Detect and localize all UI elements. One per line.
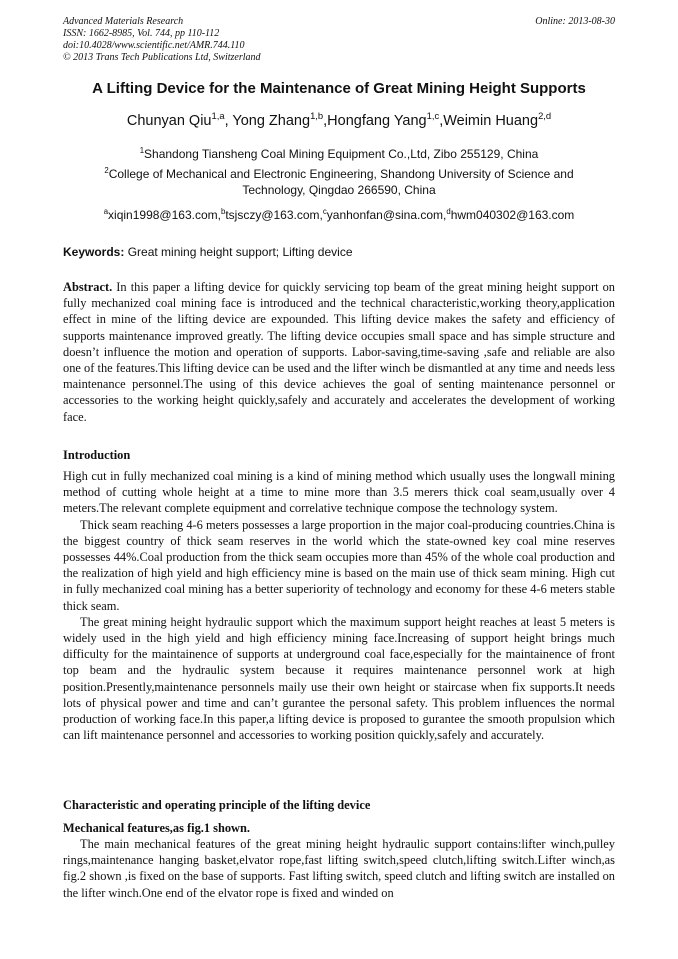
affiliation-text: College of Mechanical and Electronic Engineering, Shandong University of Science and (108, 167, 574, 181)
abstract (63, 279, 615, 425)
keywords-text: Great mining height support; Lifting device (127, 245, 353, 259)
email-superscript: b (220, 207, 226, 216)
abstract-text: In this paper a lifting device for quickly servicing top beam of the great mining height support on fully mechanized coal mining face is introduced and the technical characteristic,working theory,application effect in mine of the lifting device are expounded. This lifting device makes the safety and efficiency of supports maintenance improved greatly. The lifting device occupies small space and has simple structure and doesn’t influence the motion and operation of supports. Labor-saving,time-saving ,safe and reliable are also one of the features.This lifting device can be used and the lifter winch be dismantled at any time and needs less maintenance personnel.The using of this device achieves the goal of senting maintenance personnel or accessories to the working height quickly,safely and accurately and accelerates the development of working face. (63, 280, 615, 424)
characteristic-paragraph-1: The main mechanical features of the great mining height hydraulic support contains:lifter winch,pulley rings,maintenance hanging basket,elvator rope,fast lifting switch,speed clutch,lifting switch.Lifter winch,as fig.2 shown ,is fixed on the base of supports. Fast lifting switch, speed clutch and lifting switch are installed on the lifter winch.One end of the elvator rope is fixed and winded on (63, 837, 615, 900)
affiliation-line: Technology, Qingdao 266590, China (242, 183, 436, 197)
paper-title: A Lifting Device for the Maintenance of Great Mining Height Supports (92, 80, 586, 97)
introduction-paragraph-3: The great mining height hydraulic support which the maximum support height reaches at least 5 meters is widely used in the high yield and high efficiency mining face.Increasing of support height brings much difficulty for the maintainence of supports at underground coal face,especially for the maintainence of front top beam and the hydraulic system because it requires maintenance personnel work at high position.Presently,maintenance personnels maily use their own height or staircase when fix supports.It needs lots of physical power and time and can’t gurantee the personal safety. This problem influences the normal production of working face.In this paper,a lifting device is proposed to gurantee the smooth propulsion which can lift maintenance personnel and accessories to working position quickly,safely and accurately. (63, 614, 615, 743)
email-list (90, 207, 588, 223)
keywords-label: Keywords: (63, 245, 125, 259)
affiliation-text: Shandong Tiansheng Coal Mining Equipment Co.,Ltd, Zibo 255129, China (144, 147, 539, 161)
author-name: Yong Zhang (232, 113, 311, 129)
author-name: Weimin Huang (443, 113, 539, 129)
author-separator: , (224, 113, 233, 129)
author-name: Hongfang Yang (327, 113, 427, 129)
author-separator: , (323, 113, 328, 129)
characteristic-heading: Characteristic and operating principle of the lifting device (63, 798, 371, 812)
affiliation-1 (90, 146, 588, 162)
introduction-paragraph-2: Thick seam reaching 4-6 meters possesses a large proportion in the major coal-producing countries.China is the biggest country of thick seam reserves in the world which the state-owned key coal mine reserves possesses 44%.Coal production from the thick seam occupies more than 45% of the whole coal production and the realization of high yield and high efficiency mine is based on the main use of thick seam mining. High cut in fully mechanized coal mining has a better superiority of technology and economy for these 4-6 meters stable thick seam. (63, 517, 615, 613)
characteristic-body (63, 836, 615, 901)
journal-name: Advanced Materials Research (63, 16, 184, 27)
affiliation-superscript: 1 (139, 146, 145, 155)
affiliation-2 (90, 166, 588, 198)
email-address: hwm040302@163.com (450, 208, 575, 222)
introduction-body (63, 468, 615, 743)
author-superscript: 1,c (426, 110, 440, 122)
author-superscript: 1,a (211, 110, 225, 122)
author-separator: , (439, 113, 444, 129)
email-superscript: d (446, 207, 451, 216)
email-superscript: c (322, 207, 327, 216)
keywords (63, 244, 615, 260)
journal-issn: ISSN: 1662-8985, Vol. 744, pp 110-112 (63, 28, 220, 39)
introduction-heading: Introduction (63, 448, 131, 462)
abstract-label: Abstract. (63, 280, 113, 294)
affiliation-line (90, 166, 588, 182)
affiliation-superscript: 2 (104, 166, 109, 175)
journal-header (63, 16, 615, 64)
introduction-paragraph-1: High cut in fully mechanized coal mining is a kind of mining method which usually uses the longwall mining method of cutting whole height at a time to mine more than 3.5 merers thick coal seam,usually over 4 meters.The relevant complete equipment and correlative technique compose the technology system. (63, 469, 615, 516)
abstract-paragraph (63, 279, 615, 425)
journal-copyright: © 2013 Trans Tech Publications Ltd, Switzerland (63, 52, 261, 63)
email-superscript: a (103, 207, 109, 216)
author-list (0, 112, 678, 130)
journal-doi: doi:10.4028/www.scientific.net/AMR.744.110 (63, 40, 245, 51)
author-name: Chunyan Qiu (126, 113, 212, 129)
email-address: yanhonfan@sina.com, (326, 208, 447, 222)
email-address: xiqin1998@163.com, (108, 208, 221, 222)
mechanical-features-subheading: Mechanical features,as fig.1 shown. (63, 821, 250, 835)
author-superscript: 1,b (310, 110, 324, 122)
author-superscript: 2,d (538, 110, 552, 122)
email-address: tsjsczy@163.com, (225, 208, 323, 222)
online-date: Online: 2013-08-30 (535, 16, 615, 27)
